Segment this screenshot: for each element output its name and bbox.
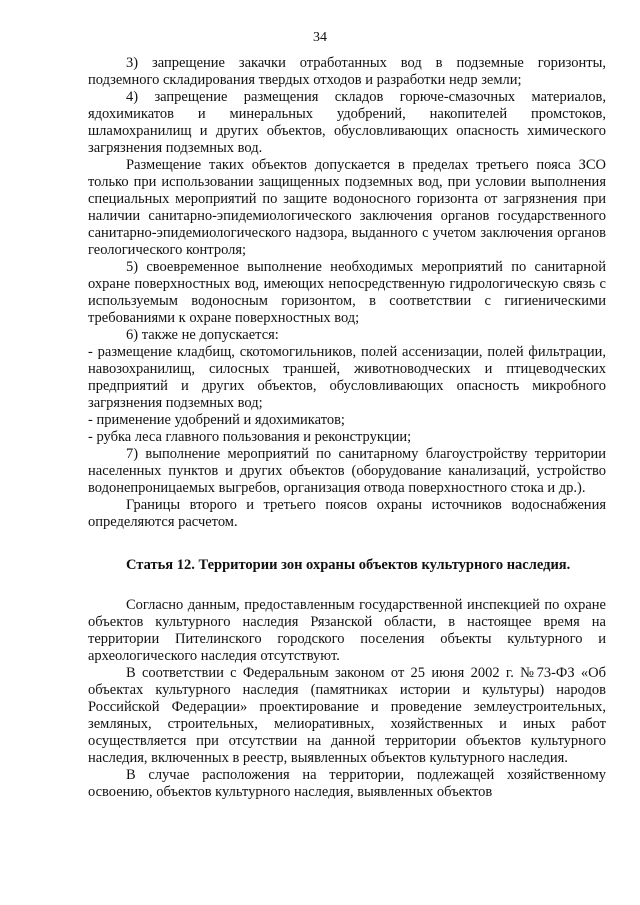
paragraph-item-3: 3) запрещение закачки отработанных вод в подземные горизонты, подземного складирования твердых отходов и разработки недр земли; bbox=[88, 55, 606, 88]
paragraph-inspection-data: Согласно данным, предоставленным государственной инспекцией по охране объектов культурного наследия Рязанской области, в настоящее время на территории Пителинского городского поселения объекты культурного и археологического наследия отсутствуют. bbox=[88, 597, 606, 664]
paragraph-boundaries: Границы второго и третьего поясов охраны источников водоснабжения определяются расчетом. bbox=[88, 497, 606, 530]
paragraph-item-4: 4) запрещение размещения складов горюче-смазочных материалов, ядохимикатов и минеральных удобрений, накопителей промстоков, шламохранилищ и других объектов, обусловливающих опасность химического загрязнения подземных вод. bbox=[88, 89, 606, 156]
page-number: 34 bbox=[313, 30, 327, 45]
document-body bbox=[88, 55, 606, 801]
paragraph-item-5: 5) своевременное выполнение необходимых мероприятий по санитарной охране поверхностных вод, имеющих непосредственную гидрологическую связь с используемым водоносным горизонтом, в соответствии с гигиеническими требованиями к охране поверхностных вод; bbox=[88, 259, 606, 326]
paragraph-placement-conditions: Размещение таких объектов допускается в пределах третьего пояса ЗСО только при использовании защищенных подземных вод, при условии выполнения специальных мероприятий по защите водоносного горизонта от загрязнения при наличии санитарно-эпидемиологического заключения органов государственного санитарно-эпидемиологического надзора, выданного с учетом заключения органов геологического контроля; bbox=[88, 157, 606, 258]
list-item-fertilizers: - применение удобрений и ядохимикатов; bbox=[88, 412, 345, 428]
list-item-logging: - рубка леса главного пользования и реконструкции; bbox=[88, 429, 412, 445]
article-heading: Статья 12. Территории зон охраны объектов культурного наследия. bbox=[126, 557, 571, 573]
paragraph-development-case: В случае расположения на территории, подлежащей хозяйственному освоению, объектов культурного наследия, выявленных объектов bbox=[88, 767, 606, 800]
paragraph-item-7: 7) выполнение мероприятий по санитарному благоустройству территории населенных пунктов и других объектов (оборудование канализаций, устройство водонепроницаемых выгребов, организация отвода поверхностного стока и др.). bbox=[88, 446, 606, 496]
paragraph-item-6: 6) также не допускается: bbox=[126, 327, 279, 343]
paragraph-federal-law: В соответствии с Федеральным законом от 25 июня 2002 г. №73-ФЗ «Об объектах культурного наследия (памятниках истории и культуры) народов Российской Федерации» проектирование и проведение землеустроительных, земляных, строительных, мелиоративных, хозяйственных и иных работ осуществляется при отсутствии на данной территории объектов культурного наследия, включенных в реестр, выявленных объектов культурного наследия. bbox=[88, 665, 606, 766]
list-item-placement: - размещение кладбищ, скотомогильников, полей ассенизации, полей фильтрации, навозохранилищ, силосных траншей, животноводческих и птицеводческих предприятий и других объектов, обусловливающих опасность микробного загрязнения подземных вод; bbox=[88, 344, 606, 411]
